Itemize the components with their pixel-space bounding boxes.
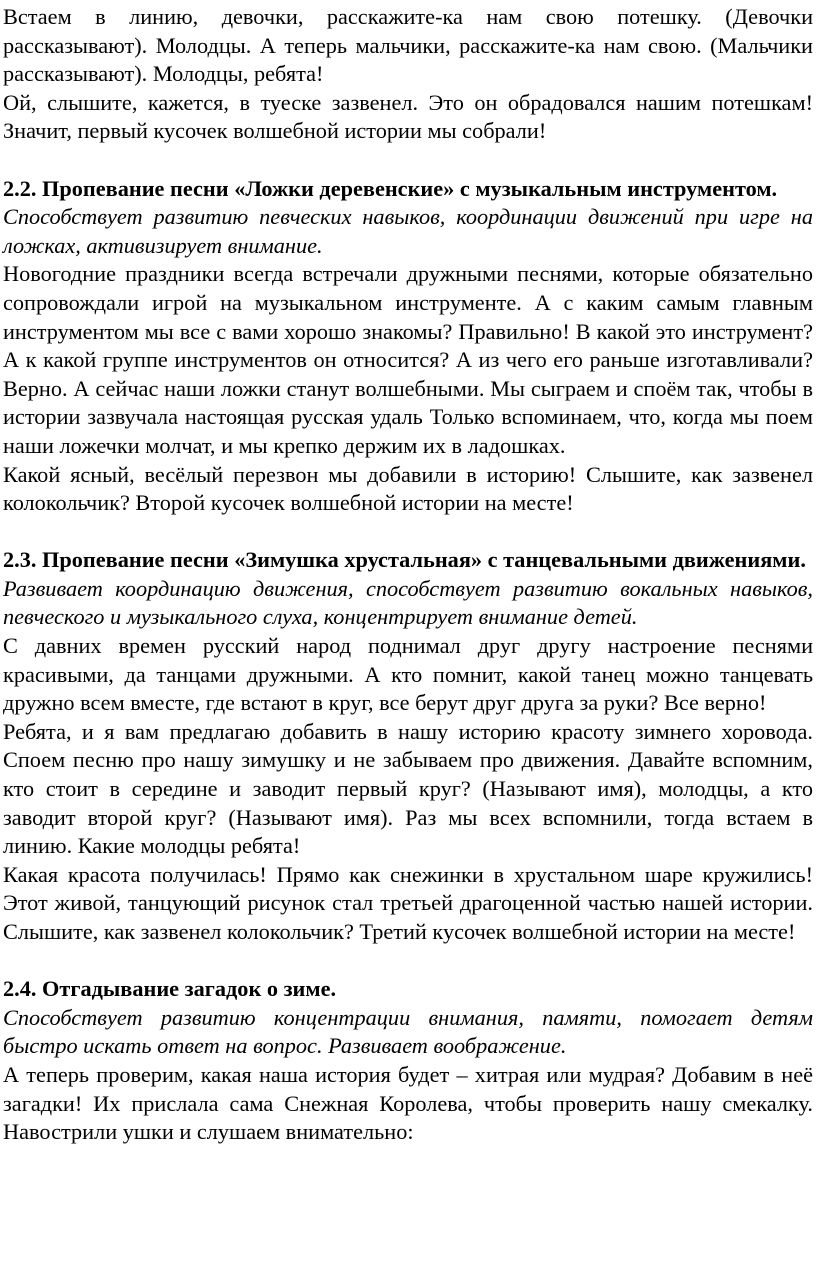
section-heading-2-4: 2.4. Отгадывание загадок о зиме. (3, 976, 337, 1002)
section-heading-2-2: 2.2. Пропевание песни «Ложки деревенские» с музыкальным инструментом. (3, 175, 778, 201)
body-paragraph: Какой ясный, весёлый перезвон мы добавили в историю! Слышите, как зазвенел колокольчик? Второй кусочек волшебной истории на месте! (3, 461, 813, 516)
blank-line (3, 146, 813, 175)
section-heading-2-3: 2.3. Пропевание песни «Зимушка хрустальная» с танцевальными движениями. (3, 547, 806, 573)
body-paragraph: Какая красота получилась! Прямо как снежинки в хрустальном шаре кружились! Этот живой, танцующий рисунок стал третьей драгоценной частью нашей истории. Слышите, как зазвенел колокольчик? Третий кусочек волшебной истории на месте! (3, 861, 813, 944)
blank-line (3, 947, 813, 976)
body-paragraph: Встаем в линию, девочки, расскажите-ка нам свою потешку. (Девочки рассказывают). Молодцы. А теперь мальчики, расскажите-ка нам свою. (Мальчики рассказывают). Молодцы, ребята! (3, 4, 813, 87)
section-description: Способствует развитию концентрации внимания, памяти, помогает детям быстро искать ответ на вопрос. Развивает воображение. (3, 1004, 813, 1059)
body-paragraph: Новогодние праздники всегда встречали дружными песнями, которые обязательно сопровождали игрой на музыкальном инструменте. А с каким самым главным инструментом мы все с вами хорошо знакомы? Правильно! В какой это инструмент? А к какой группе инструментов он относится? А из чего его раньше изготавливали? Верно. А сейчас наши ложки станут волшебными. Мы сыграем и споём так, чтобы в истории зазвучала настоящая русская удаль Только вспоминаем, что, когда мы поем наши ложечки молчат, и мы крепко держим их в ладошках. (3, 261, 813, 458)
blank-line (3, 518, 813, 547)
body-paragraph: Ой, слышите, кажется, в туеске зазвенел. Это он обрадовался нашим потешкам! Значит, первый кусочек волшебной истории мы собрали! (3, 89, 813, 144)
section-description: Развивает координацию движения, способствует развитию вокальных навыков, певческого и музыкального слуха, концентрирует внимание детей. (3, 575, 813, 630)
body-paragraph: А теперь проверим, какая наша история будет – хитрая или мудрая? Добавим в неё загадки! Их прислала сама Снежная Королева, чтобы проверить нашу смекалку. Навострили ушки и слушаем внимательно: (3, 1061, 813, 1145)
body-paragraph: Ребята, и я вам предлагаю добавить в нашу историю красоту зимнего хоровода. Споем песню про нашу зимушку и не забываем про движения. Давайте вспомним, кто стоит в середине и заводит первый круг? (Называют имя), молодцы, а кто заводит второй круг? (Называют имя). Раз мы всех вспомнили, тогда встаем в линию. Какие молодцы ребята! (3, 718, 813, 859)
section-description: Способствует развитию певческих навыков, координации движений при игре на ложках, активизирует внимание. (3, 204, 813, 258)
body-paragraph: С давних времен русский народ поднимал друг другу настроение песнями красивыми, да танцами дружными. А кто помнит, какой танец можно танцевать дружно всем вместе, где встают в круг, все берут друг друга за руки? Все верно! (3, 633, 813, 716)
